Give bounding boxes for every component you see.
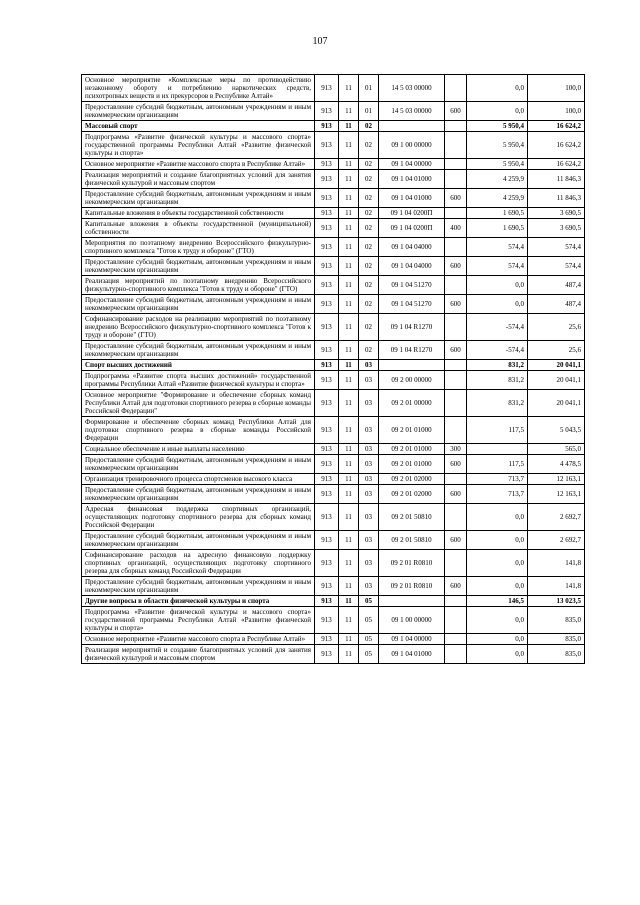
expense-type-cell [445, 132, 467, 159]
item-name-cell: Основное мероприятие «Развитие массового спорта в Республике Алтай» [82, 634, 315, 645]
subsection-code-cell: 02 [359, 314, 379, 341]
amount-change-cell: 146,5 [467, 596, 528, 607]
department-code-cell: 913 [315, 189, 339, 208]
section-code-cell: 11 [339, 634, 359, 645]
amount-change-cell: 831,2 [467, 390, 528, 417]
amount-change-cell: 0,0 [467, 607, 528, 634]
section-code-cell: 11 [339, 504, 359, 531]
department-code-cell: 913 [315, 550, 339, 577]
department-code-cell: 913 [315, 531, 339, 550]
target-article-cell: 09 1 04 0200П [379, 219, 445, 238]
amount-total-cell: 13 023,5 [528, 596, 585, 607]
table-row [82, 132, 585, 159]
expense-type-cell [445, 645, 467, 664]
expense-type-cell: 600 [445, 189, 467, 208]
table-row [82, 159, 585, 170]
amount-total-cell: 16 624,2 [528, 159, 585, 170]
section-code-cell: 11 [339, 455, 359, 474]
amount-change-cell: 5 950,4 [467, 121, 528, 132]
amount-total-cell: 25,6 [528, 341, 585, 360]
table-row [82, 390, 585, 417]
target-article-cell: 09 2 01 50810 [379, 531, 445, 550]
expense-type-cell: 600 [445, 577, 467, 596]
section-code-cell: 11 [339, 474, 359, 485]
section-code-cell: 11 [339, 257, 359, 276]
target-article-cell: 09 2 01 02000 [379, 474, 445, 485]
department-code-cell: 913 [315, 371, 339, 390]
section-code-cell: 11 [339, 276, 359, 295]
expense-type-cell: 600 [445, 257, 467, 276]
target-article-cell: 09 2 01 R0810 [379, 550, 445, 577]
table-row [82, 371, 585, 390]
table-row [82, 550, 585, 577]
target-article-cell: 09 1 00 00000 [379, 132, 445, 159]
department-code-cell: 913 [315, 645, 339, 664]
expense-type-cell [445, 504, 467, 531]
subsection-code-cell: 02 [359, 132, 379, 159]
amount-total-cell: 574,4 [528, 238, 585, 257]
section-code-cell: 11 [339, 485, 359, 504]
subsection-code-cell: 03 [359, 390, 379, 417]
section-code-cell: 11 [339, 360, 359, 371]
table-row [82, 238, 585, 257]
subsection-code-cell: 03 [359, 577, 379, 596]
subsection-code-cell: 02 [359, 189, 379, 208]
amount-change-cell: 831,2 [467, 360, 528, 371]
target-article-cell: 09 2 00 00000 [379, 371, 445, 390]
expense-type-cell [445, 634, 467, 645]
item-name-cell: Массовый спорт [82, 121, 315, 132]
expense-type-cell [445, 159, 467, 170]
item-name-cell: Предоставление субсидий бюджетным, автономным учреждениям и иным некоммерческим организациям [82, 455, 315, 474]
subsection-code-cell: 05 [359, 596, 379, 607]
item-name-cell: Организация тренировочного процесса спортсменов высокого класса [82, 474, 315, 485]
amount-change-cell: 574,4 [467, 257, 528, 276]
amount-total-cell: 25,6 [528, 314, 585, 341]
item-name-cell: Социальное обеспечение и иные выплаты населению [82, 444, 315, 455]
table-row [82, 295, 585, 314]
section-code-cell: 11 [339, 159, 359, 170]
amount-change-cell: 0,0 [467, 504, 528, 531]
table-row [82, 170, 585, 189]
table-row [82, 596, 585, 607]
table-row [82, 75, 585, 102]
budget-table-body [82, 75, 585, 664]
table-row [82, 341, 585, 360]
department-code-cell: 913 [315, 238, 339, 257]
target-article-cell: 09 1 04 01000 [379, 645, 445, 664]
amount-total-cell: 2 692,7 [528, 531, 585, 550]
table-row [82, 102, 585, 121]
amount-change-cell: 713,7 [467, 474, 528, 485]
department-code-cell: 913 [315, 390, 339, 417]
target-article-cell: 09 1 00 00000 [379, 607, 445, 634]
item-name-cell: Предоставление субсидий бюджетным, автономным учреждениям и иным некоммерческим организациям [82, 485, 315, 504]
amount-total-cell: 5 043,5 [528, 417, 585, 444]
expense-type-cell: 600 [445, 295, 467, 314]
item-name-cell: Основное мероприятие «Развитие массового спорта в Республике Алтай» [82, 159, 315, 170]
subsection-code-cell: 02 [359, 159, 379, 170]
amount-change-cell: 0,0 [467, 295, 528, 314]
department-code-cell: 913 [315, 455, 339, 474]
section-code-cell: 11 [339, 596, 359, 607]
subsection-code-cell: 03 [359, 531, 379, 550]
amount-change-cell: -574,4 [467, 341, 528, 360]
table-row [82, 360, 585, 371]
section-code-cell: 11 [339, 577, 359, 596]
department-code-cell: 913 [315, 607, 339, 634]
subsection-code-cell: 05 [359, 634, 379, 645]
department-code-cell: 913 [315, 132, 339, 159]
amount-total-cell: 16 624,2 [528, 132, 585, 159]
amount-total-cell: 574,4 [528, 257, 585, 276]
department-code-cell: 913 [315, 219, 339, 238]
expense-type-cell [445, 238, 467, 257]
amount-total-cell: 20 041,1 [528, 360, 585, 371]
target-article-cell: 09 1 04 R1270 [379, 341, 445, 360]
subsection-code-cell: 03 [359, 474, 379, 485]
amount-total-cell: 565,0 [528, 444, 585, 455]
subsection-code-cell: 03 [359, 417, 379, 444]
amount-total-cell: 835,0 [528, 645, 585, 664]
section-code-cell: 11 [339, 295, 359, 314]
expense-type-cell [445, 360, 467, 371]
item-name-cell: Формирование и обеспечение сборных команд Республики Алтай для подготовки спортивного резерва в сборные команды Российской Федерации [82, 417, 315, 444]
expense-type-cell [445, 596, 467, 607]
subsection-code-cell: 03 [359, 485, 379, 504]
table-row [82, 189, 585, 208]
target-article-cell [379, 360, 445, 371]
amount-change-cell: 0,0 [467, 634, 528, 645]
department-code-cell: 913 [315, 276, 339, 295]
table-row [82, 121, 585, 132]
table-row [82, 444, 585, 455]
subsection-code-cell: 02 [359, 257, 379, 276]
target-article-cell: 09 1 04 51270 [379, 295, 445, 314]
amount-change-cell: 0,0 [467, 102, 528, 121]
section-code-cell: 11 [339, 645, 359, 664]
department-code-cell: 913 [315, 596, 339, 607]
amount-change-cell: 117,5 [467, 417, 528, 444]
department-code-cell: 913 [315, 208, 339, 219]
expense-type-cell [445, 390, 467, 417]
expense-type-cell [445, 607, 467, 634]
subsection-code-cell: 02 [359, 276, 379, 295]
target-article-cell: 09 2 01 01000 [379, 444, 445, 455]
item-name-cell: Основное мероприятие «Комплексные меры по противодействию незаконному обороту и потреблению наркотических средств, психотропных веществ и их прекурсоров в Республике Алтай» [82, 75, 315, 102]
expense-type-cell: 300 [445, 444, 467, 455]
amount-change-cell: 0,0 [467, 550, 528, 577]
item-name-cell: Спорт высших достижений [82, 360, 315, 371]
department-code-cell: 913 [315, 257, 339, 276]
section-code-cell: 11 [339, 550, 359, 577]
amount-total-cell: 3 690,5 [528, 208, 585, 219]
amount-total-cell: 141,8 [528, 550, 585, 577]
target-article-cell: 09 2 01 02000 [379, 485, 445, 504]
subsection-code-cell: 03 [359, 455, 379, 474]
section-code-cell: 11 [339, 341, 359, 360]
section-code-cell: 11 [339, 189, 359, 208]
expense-type-cell [445, 474, 467, 485]
amount-total-cell: 141,8 [528, 577, 585, 596]
section-code-cell: 11 [339, 390, 359, 417]
expense-type-cell [445, 75, 467, 102]
item-name-cell: Подпрограмма «Развитие спорта высших достижений» государственной программы Республики Алтай «Развитие физической культуры и спорта» [82, 371, 315, 390]
section-code-cell: 11 [339, 314, 359, 341]
table-row [82, 276, 585, 295]
table-row [82, 474, 585, 485]
table-row [82, 485, 585, 504]
amount-change-cell [467, 444, 528, 455]
subsection-code-cell: 02 [359, 341, 379, 360]
item-name-cell: Реализация мероприятий и создание благоприятных условий для занятия физической культурой и массовым спортом [82, 170, 315, 189]
section-code-cell: 11 [339, 238, 359, 257]
amount-change-cell: 5 950,4 [467, 132, 528, 159]
expense-type-cell [445, 121, 467, 132]
department-code-cell: 913 [315, 121, 339, 132]
item-name-cell: Софинансирование расходов на реализацию мероприятий по поэтапному внедрению Всероссийского физкультурно-спортивного комплекса "Готов к труду и обороне" (ГТО) [82, 314, 315, 341]
amount-total-cell: 20 041,1 [528, 390, 585, 417]
table-row [82, 208, 585, 219]
expense-type-cell [445, 550, 467, 577]
table-row [82, 634, 585, 645]
amount-change-cell: 831,2 [467, 371, 528, 390]
expense-type-cell [445, 170, 467, 189]
section-code-cell: 11 [339, 371, 359, 390]
amount-total-cell: 20 041,1 [528, 371, 585, 390]
item-name-cell: Предоставление субсидий бюджетным, автономным учреждениям и иным некоммерческим организациям [82, 102, 315, 121]
section-code-cell: 11 [339, 102, 359, 121]
expense-type-cell: 400 [445, 219, 467, 238]
item-name-cell: Капитальные вложения в объекты государственной (муниципальной) собственности [82, 219, 315, 238]
target-article-cell: 09 1 04 R1270 [379, 314, 445, 341]
section-code-cell: 11 [339, 531, 359, 550]
amount-change-cell: 5 950,4 [467, 159, 528, 170]
item-name-cell: Основное мероприятие "Формирование и обеспечение сборных команд Республики Алтай для подготовки спортивного резерва в сборные команды Российской Федерации" [82, 390, 315, 417]
amount-total-cell: 3 690,5 [528, 219, 585, 238]
expense-type-cell [445, 417, 467, 444]
expense-type-cell [445, 208, 467, 219]
page-number: 107 [312, 36, 328, 47]
section-code-cell: 11 [339, 444, 359, 455]
expense-type-cell [445, 276, 467, 295]
amount-total-cell: 11 846,3 [528, 170, 585, 189]
expense-type-cell: 600 [445, 341, 467, 360]
section-code-cell: 11 [339, 417, 359, 444]
expense-type-cell: 600 [445, 102, 467, 121]
section-code-cell: 11 [339, 219, 359, 238]
table-row [82, 314, 585, 341]
amount-change-cell: 0,0 [467, 276, 528, 295]
amount-change-cell: 0,0 [467, 531, 528, 550]
amount-total-cell: 835,0 [528, 607, 585, 634]
amount-change-cell: 117,5 [467, 455, 528, 474]
expense-type-cell [445, 371, 467, 390]
table-row [82, 645, 585, 664]
section-code-cell: 11 [339, 121, 359, 132]
item-name-cell: Подпрограмма «Развитие физической культуры и массового спорта» государственной программы Республики Алтай «Развитие физической культуры и спорта» [82, 607, 315, 634]
target-article-cell [379, 596, 445, 607]
item-name-cell: Предоставление субсидий бюджетным, автономным учреждениям и иным некоммерческим организациям [82, 189, 315, 208]
target-article-cell: 09 1 04 00000 [379, 159, 445, 170]
expense-type-cell [445, 314, 467, 341]
department-code-cell: 913 [315, 102, 339, 121]
amount-change-cell: -574,4 [467, 314, 528, 341]
subsection-code-cell: 05 [359, 607, 379, 634]
amount-change-cell: 4 259,9 [467, 170, 528, 189]
subsection-code-cell: 03 [359, 444, 379, 455]
department-code-cell: 913 [315, 341, 339, 360]
section-code-cell: 11 [339, 170, 359, 189]
target-article-cell: 09 2 01 01000 [379, 417, 445, 444]
subsection-code-cell: 03 [359, 550, 379, 577]
department-code-cell: 913 [315, 504, 339, 531]
amount-change-cell: 574,4 [467, 238, 528, 257]
department-code-cell: 913 [315, 314, 339, 341]
amount-total-cell: 835,0 [528, 634, 585, 645]
item-name-cell: Адресная финансовая поддержка спортивных организаций, осуществляющих подготовку спортивного резерва для сборных команд Российской Федерации [82, 504, 315, 531]
target-article-cell: 09 2 01 01000 [379, 455, 445, 474]
department-code-cell: 913 [315, 634, 339, 645]
department-code-cell: 913 [315, 577, 339, 596]
item-name-cell: Другие вопросы в области физической культуры и спорта [82, 596, 315, 607]
department-code-cell: 913 [315, 360, 339, 371]
item-name-cell: Реализация мероприятий и создание благоприятных условий для занятия физической культурой и массовым спортом [82, 645, 315, 664]
subsection-code-cell: 03 [359, 371, 379, 390]
amount-change-cell: 0,0 [467, 645, 528, 664]
subsection-code-cell: 02 [359, 219, 379, 238]
budget-table [81, 74, 585, 664]
item-name-cell: Реализация мероприятий по поэтапному внедрению Всероссийского физкультурно-спортивного комплекса "Готов к труду и обороне" (ГТО) [82, 276, 315, 295]
target-article-cell [379, 121, 445, 132]
target-article-cell: 14 5 03 00000 [379, 102, 445, 121]
item-name-cell: Предоставление субсидий бюджетным, автономным учреждениям и иным некоммерческим организациям [82, 341, 315, 360]
subsection-code-cell: 02 [359, 295, 379, 314]
department-code-cell: 913 [315, 485, 339, 504]
amount-total-cell: 12 163,1 [528, 474, 585, 485]
amount-change-cell: 1 690,5 [467, 208, 528, 219]
amount-total-cell: 100,0 [528, 102, 585, 121]
item-name-cell: Подпрограмма «Развитие физической культуры и массового спорта» государственной программы Республики Алтай «Развитие физической культуры и спорта» [82, 132, 315, 159]
subsection-code-cell: 03 [359, 360, 379, 371]
amount-total-cell: 100,0 [528, 75, 585, 102]
target-article-cell: 09 1 04 0200П [379, 208, 445, 219]
item-name-cell: Предоставление субсидий бюджетным, автономным учреждениям и иным некоммерческим организациям [82, 257, 315, 276]
amount-total-cell: 16 624,2 [528, 121, 585, 132]
subsection-code-cell: 02 [359, 170, 379, 189]
target-article-cell: 09 1 04 00000 [379, 634, 445, 645]
department-code-cell: 913 [315, 159, 339, 170]
department-code-cell: 913 [315, 444, 339, 455]
target-article-cell: 09 1 04 04000 [379, 238, 445, 257]
department-code-cell: 913 [315, 295, 339, 314]
item-name-cell: Мероприятия по поэтапному внедрению Всероссийского физкультурно-спортивного комплекса "Готов к труду и обороне" (ГТО) [82, 238, 315, 257]
table-row [82, 257, 585, 276]
amount-total-cell: 2 692,7 [528, 504, 585, 531]
table-row [82, 531, 585, 550]
amount-change-cell: 4 259,9 [467, 189, 528, 208]
section-code-cell: 11 [339, 75, 359, 102]
target-article-cell: 09 1 04 01000 [379, 189, 445, 208]
target-article-cell: 14 5 03 00000 [379, 75, 445, 102]
section-code-cell: 11 [339, 607, 359, 634]
table-row [82, 219, 585, 238]
item-name-cell: Софинансирование расходов на адресную финансовую поддержку спортивных организаций, осуществляющих подготовку спортивного резерва для сборных команд Российской Федерации [82, 550, 315, 577]
table-row [82, 504, 585, 531]
target-article-cell: 09 2 01 00000 [379, 390, 445, 417]
table-row [82, 417, 585, 444]
table-row [82, 455, 585, 474]
amount-change-cell: 713,7 [467, 485, 528, 504]
subsection-code-cell: 01 [359, 75, 379, 102]
item-name-cell: Капитальные вложения в объекты государственной собственности [82, 208, 315, 219]
subsection-code-cell: 02 [359, 208, 379, 219]
department-code-cell: 913 [315, 75, 339, 102]
target-article-cell: 09 2 01 50810 [379, 504, 445, 531]
amount-total-cell: 12 163,1 [528, 485, 585, 504]
department-code-cell: 913 [315, 417, 339, 444]
subsection-code-cell: 03 [359, 504, 379, 531]
item-name-cell: Предоставление субсидий бюджетным, автономным учреждениям и иным некоммерческим организациям [82, 577, 315, 596]
table-row [82, 577, 585, 596]
department-code-cell: 913 [315, 170, 339, 189]
subsection-code-cell: 01 [359, 102, 379, 121]
subsection-code-cell: 02 [359, 238, 379, 257]
item-name-cell: Предоставление субсидий бюджетным, автономным учреждениям и иным некоммерческим организациям [82, 531, 315, 550]
expense-type-cell: 600 [445, 485, 467, 504]
amount-change-cell: 0,0 [467, 75, 528, 102]
amount-change-cell: 0,0 [467, 577, 528, 596]
target-article-cell: 09 2 01 R0810 [379, 577, 445, 596]
amount-total-cell: 4 478,5 [528, 455, 585, 474]
department-code-cell: 913 [315, 474, 339, 485]
amount-change-cell: 1 690,5 [467, 219, 528, 238]
amount-total-cell: 487,4 [528, 295, 585, 314]
section-code-cell: 11 [339, 132, 359, 159]
subsection-code-cell: 02 [359, 121, 379, 132]
subsection-code-cell: 05 [359, 645, 379, 664]
target-article-cell: 09 1 04 01000 [379, 170, 445, 189]
target-article-cell: 09 1 04 04000 [379, 257, 445, 276]
expense-type-cell: 600 [445, 455, 467, 474]
amount-total-cell: 487,4 [528, 276, 585, 295]
section-code-cell: 11 [339, 208, 359, 219]
item-name-cell: Предоставление субсидий бюджетным, автономным учреждениям и иным некоммерческим организациям [82, 295, 315, 314]
expense-type-cell: 600 [445, 531, 467, 550]
table-row [82, 607, 585, 634]
target-article-cell: 09 1 04 51270 [379, 276, 445, 295]
amount-total-cell: 11 846,3 [528, 189, 585, 208]
